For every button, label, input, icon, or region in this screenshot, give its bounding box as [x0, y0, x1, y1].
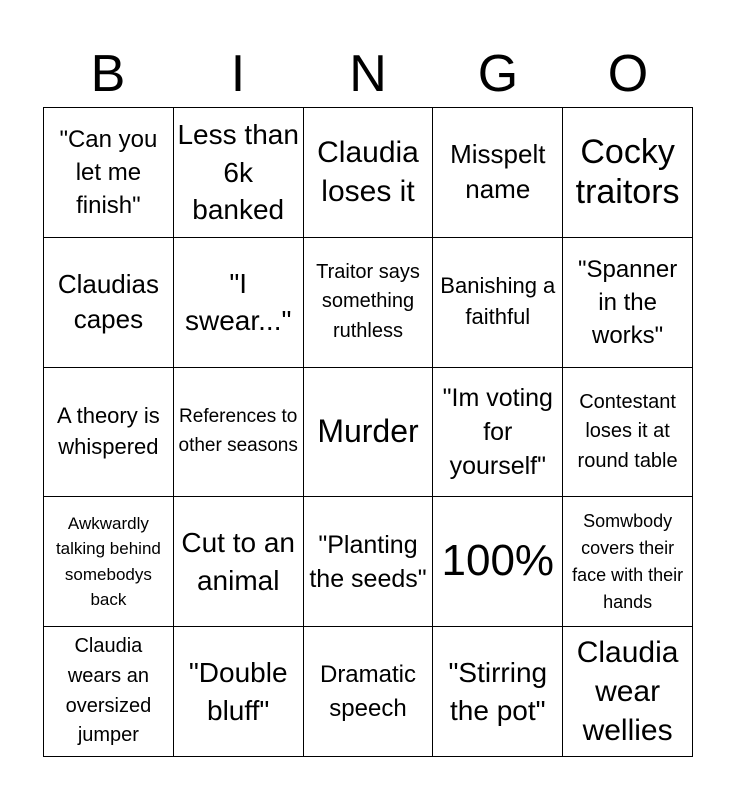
header-letter-g: G [477, 45, 519, 103]
cell-text: "Im voting for yourself" [442, 383, 553, 480]
bingo-cell[interactable] [304, 627, 434, 757]
bingo-cell[interactable] [433, 368, 563, 498]
cell-text: "I swear..." [184, 267, 292, 337]
bingo-cell[interactable] [304, 108, 434, 238]
bingo-board [43, 107, 693, 757]
cell-text: "Double bluff" [188, 657, 288, 726]
header-letter-b: B [90, 45, 126, 103]
cell-text: Claudia loses it [317, 136, 419, 209]
bingo-cell[interactable] [44, 497, 174, 627]
bingo-cell[interactable] [304, 497, 434, 627]
cell-text: Misspelt name [450, 139, 546, 205]
bingo-cell[interactable] [433, 238, 563, 368]
cell-text: Claudia wear wellies [576, 636, 679, 748]
cell-text: References to other seasons [178, 406, 298, 456]
bingo-cell[interactable] [44, 238, 174, 368]
cell-text: Banishing a faithful [440, 273, 556, 330]
bingo-cell[interactable] [44, 108, 174, 238]
bingo-cell[interactable] [174, 368, 304, 498]
header-letter-n: N [349, 45, 387, 103]
cell-text: Claudia wears an oversized jumper [65, 635, 152, 747]
cell-text: 100% [441, 536, 555, 586]
cell-text: Traitor says something ruthless [316, 260, 420, 342]
cell-text: Murder [317, 413, 419, 450]
cell-text: Cut to an animal [181, 527, 296, 596]
bingo-cell[interactable] [563, 627, 693, 757]
bingo-cell[interactable] [433, 108, 563, 238]
header-letter-o: O [607, 45, 649, 103]
bingo-cell[interactable] [44, 368, 174, 498]
cell-text: Less than 6k banked [177, 119, 299, 226]
cell-text: "Spanner in the works" [577, 255, 678, 349]
cell-text: A theory is whispered [57, 403, 160, 459]
bingo-cell[interactable] [44, 627, 174, 757]
bingo-cell[interactable] [433, 627, 563, 757]
bingo-cell[interactable] [304, 238, 434, 368]
cell-text: Dramatic speech [319, 661, 416, 722]
bingo-cell[interactable] [174, 238, 304, 368]
cell-text: Contestant loses it at round table [577, 390, 678, 472]
bingo-cell[interactable] [174, 497, 304, 627]
bingo-cell[interactable] [433, 497, 563, 627]
bingo-cell[interactable] [563, 238, 693, 368]
cell-text: Somwbody covers their face with their hands [572, 510, 684, 612]
cell-text: "Stirring the pot" [448, 657, 548, 726]
bingo-header [43, 40, 693, 108]
bingo-cell[interactable] [304, 368, 434, 498]
cell-text: Awkwardly talking behind somebodys back [55, 513, 161, 610]
cell-text: Claudias capes [57, 269, 159, 335]
cell-text: Cocky traitors [575, 132, 680, 212]
bingo-cell[interactable] [174, 108, 304, 238]
bingo-cell[interactable] [563, 497, 693, 627]
bingo-cell[interactable] [563, 108, 693, 238]
bingo-cell[interactable] [563, 368, 693, 498]
bingo-cell[interactable] [174, 627, 304, 757]
cell-text: "Planting the seeds" [309, 530, 427, 593]
cell-text: "Can you let me finish" [59, 125, 158, 219]
header-letter-i: I [230, 45, 246, 103]
